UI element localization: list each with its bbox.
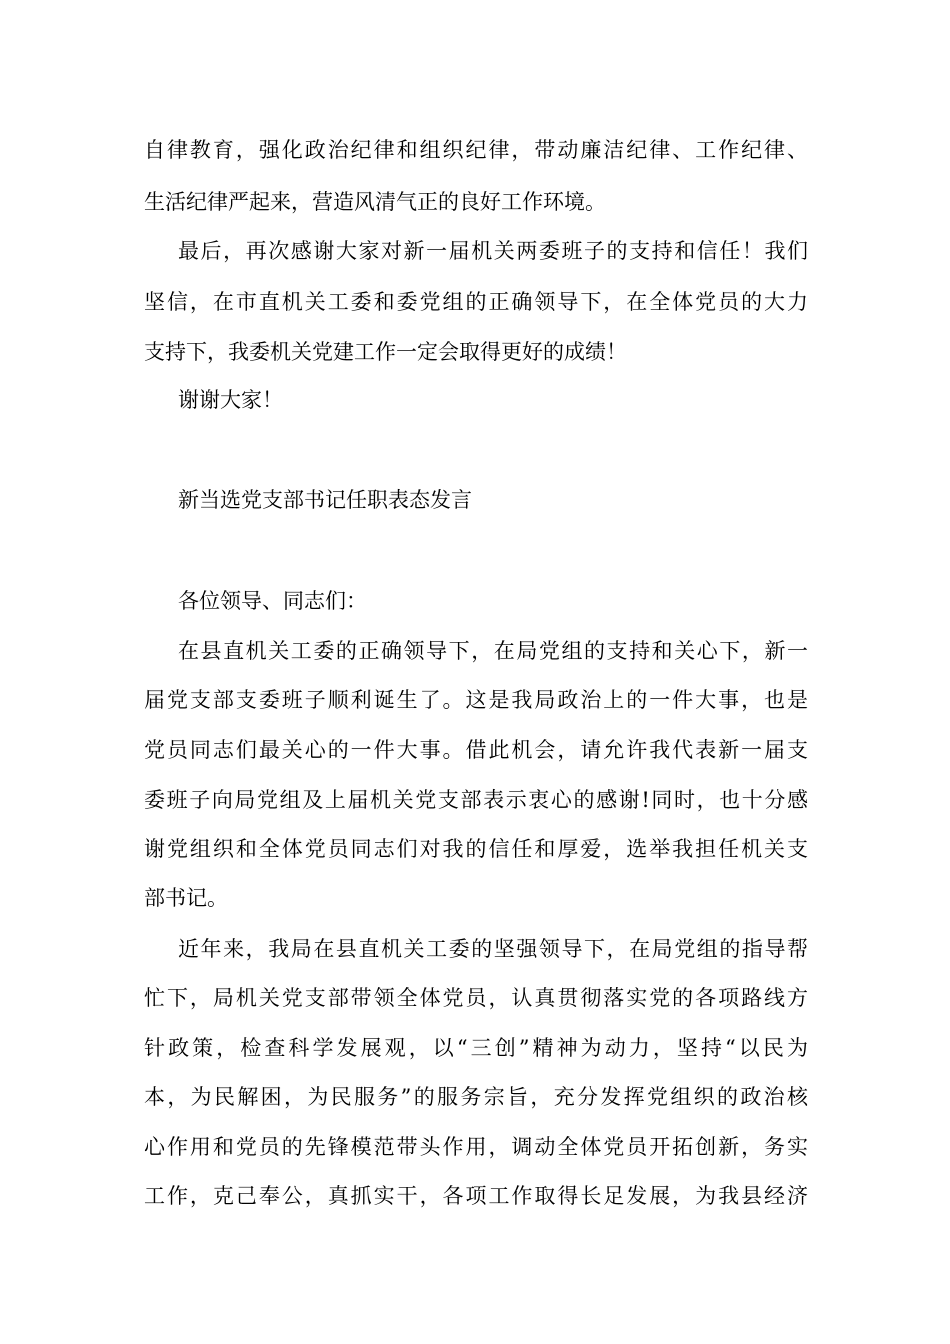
- body-text-line: 自律教育，强化政治纪律和组织纪律，带动廉洁纪律、工作纪律、: [144, 138, 808, 162]
- body-text-line: 部书记。: [144, 886, 228, 910]
- section-title: 新当选党支部书记任职表态发言: [178, 488, 472, 512]
- body-text-line: 届党支部支委班子顺利诞生了。这是我局政治上的一件大事，也是: [144, 688, 808, 712]
- body-text-line: 党员同志们最关心的一件大事。借此机会，请允许我代表新一届支: [144, 738, 808, 762]
- body-text-line: 针政策，检查科学发展观，以“三创”精神为动力，坚持“以民为: [144, 1036, 808, 1060]
- body-text-line: 在县直机关工委的正确领导下，在局党组的支持和关心下，新一: [178, 639, 808, 663]
- salutation: 各位领导、同志们：: [178, 589, 367, 613]
- body-text-line: 谢党组织和全体党员同志们对我的信任和厚爱，选举我担任机关支: [144, 837, 808, 861]
- body-text-line: 最后，再次感谢大家对新一届机关两委班子的支持和信任！我们: [178, 239, 808, 263]
- body-text-line: 委班子向局党组及上届机关党支部表示衷心的感谢!同时，也十分感: [144, 788, 808, 812]
- body-text-line: 坚信，在市直机关工委和委党组的正确领导下，在全体党员的大力: [144, 290, 808, 314]
- closing-thanks: 谢谢大家！: [178, 388, 283, 412]
- body-text-line: 本，为民解困，为民服务”的服务宗旨，充分发挥党组织的政治核: [144, 1085, 808, 1109]
- body-text-line: 近年来，我局在县直机关工委的坚强领导下，在局党组的指导帮: [178, 937, 808, 961]
- body-text-line: 支持下，我委机关党建工作一定会取得更好的成绩！: [144, 340, 627, 364]
- body-text-line: 生活纪律严起来，营造风清气正的良好工作环境。: [144, 190, 606, 214]
- body-text-line: 心作用和党员的先锋模范带头作用，调动全体党员开拓创新，务实: [144, 1135, 808, 1159]
- body-text-line: 工作，克己奉公，真抓实干，各项工作取得长足发展，为我县经济: [144, 1184, 808, 1208]
- body-text-line: 忙下，局机关党支部带领全体党员，认真贯彻落实党的各项路线方: [144, 986, 808, 1010]
